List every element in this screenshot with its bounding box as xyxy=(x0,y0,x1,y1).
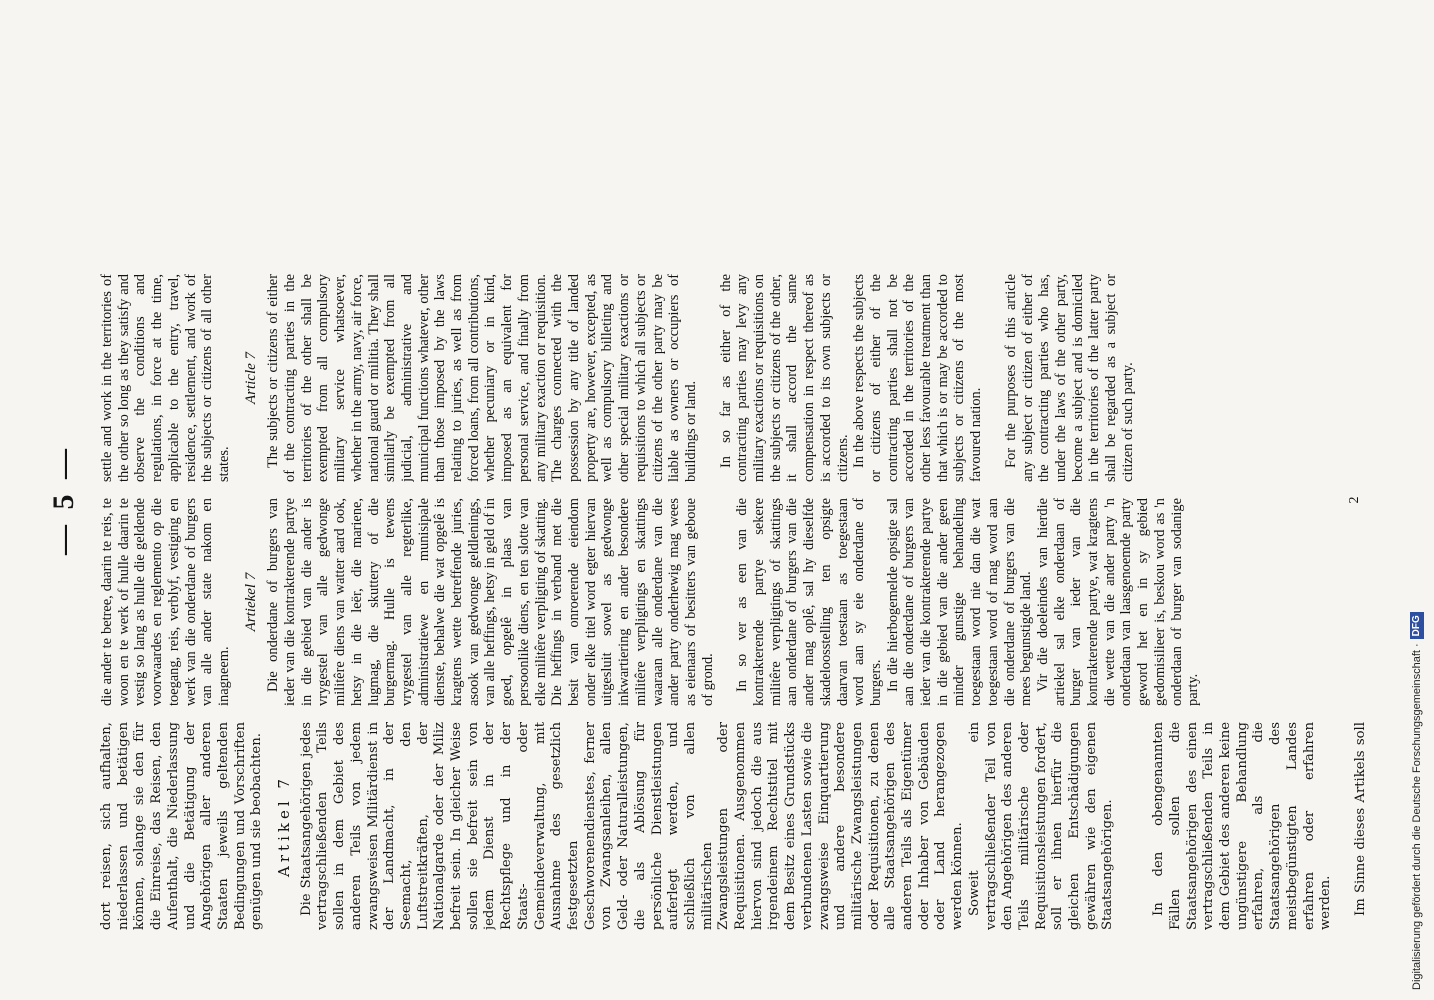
afrikaans-intro: die ander te betree, daarin te reis, te woon en te werk of hulle daarin te vestig so lang as hulle die geldende voorwaardes en reglemento op die toegang, reis, verblyf, vestiging en werk van die onderdane of burgers van alle ander state nakom en inagneem. xyxy=(99,498,232,706)
german-paragraph-3: In den obengenannten Fällen sollen die Staatsangehörigen des einen vertragschließenden Teils in dem Gebiet des anderen keine ungünstigere Behandlung erfahren, als die Staatsangehörigen des meistbegünstigten Landes erfahren oder erfahren werden. xyxy=(1151,722,1334,930)
english-column xyxy=(99,274,1369,482)
treaty-columns xyxy=(99,50,1369,930)
english-article-heading: Article 7 xyxy=(242,351,259,405)
afrikaans-column xyxy=(99,498,1369,706)
german-article-heading: Artikel 7 xyxy=(275,775,294,877)
english-intro: settle and work in the territories of the other so long as they satisfy and observe the conditions and regulations, in force at the time, applicable to the entry, travel, residence, settlement, and work of the subjects or citizens of all other states. xyxy=(99,274,232,482)
afrikaans-paragraph-3: In die hierbogemelde opsigte sal aan die onderdane of burgers van ieder van die kontrakterende partye in die gebied van die ander geen minder gunstige behandeling toegestaan word nie dan die wat toegestaan word of mag word aan die onderdane of burgers van die mees begunstigde land. xyxy=(884,498,1035,706)
german-paragraph-1: Die Staatsangehörigen jedes vertragschließenden Teils sollen in dem Gebiet des anderen Teils von jedem zwangsweisen Militärdienst in der Landmacht, in der Seemacht, den Luftstreitkräften, der Nationalgarde oder der Miliz befreit sein. In gleicher Weise sollen sie befreit sein von jedem Dienst in der Rechtspflege und in der Staats- oder Gemeindeverwaltung, mit Ausnahme des gesetzlich festgesetzten Geschworenendienstes, ferner von Zwangsanleihen, allen Geld- oder Naturalleistungen, die als Ablösung für persönliche Dienstleistungen auferlegt werden, und schließlich von allen militärischen Zwangsleistungen oder Requisitionen. Ausgenommen hiervon sind jedoch die aus irgendeinem Rechtstitel mit dem Besitz eines Grundstücks verbundenen Lasten sowie die zwangsweise Einquartierung und andere besondere militärische Zwangsleistungen oder Requisitionen, zu denen alle Staatsangehörigen des anderen Teils als Eigentümer oder Inhaber von Gebäuden oder Land herangezogen werden können. xyxy=(298,722,966,930)
german-paragraph-2: Soweit ein vertragschließender Teil von den Angehörigen des anderen Teils militärische oder Requisitionsleistungen fordert, soll er ihnen hierfür die gleichen Entschädigungen gewähren wie den eigenen Staatsangehörigen. xyxy=(966,722,1116,930)
footer-number: 2 xyxy=(1347,496,1362,504)
rotated-page-content xyxy=(47,50,1387,950)
afrikaans-paragraph-4: Vir die doeleindes van hierdie artiekel sal elke onderdaan of burger van ieder van die kontrakterende partye, wat kragtens die wette van die ander party 'n onderdaan van laasgenoemde party geword het en in sy gebied gedomisilieer is, beskou word as 'n onderdaan of burger van sodanige party. xyxy=(1034,498,1202,706)
page-number: — 5 — xyxy=(47,445,80,555)
afrikaans-article-heading: Artiekel 7 xyxy=(242,572,259,632)
english-paragraph-4: For the purposes of this article any subject or citizen of either of the contracting parties who has, under the laws of the other party, become a subject and is domiciled in the territories of the latter party shall be regarded as a subject or citizen of such party. xyxy=(1002,274,1136,482)
english-paragraph-2: In so far as either of the contracting parties may levy any military exactions or requisitions on the subjects or citizens of the other, it shall accord the same compensation in respect thereof as is accorded to its own subjects or citizens. xyxy=(717,274,851,482)
english-paragraph-1: The subjects or citizens of either of the contracting parties in the territories of the other shall be exempted from all compulsory military service whatsoever, whether in the army, navy, air force, national guard or militia. They shall similarly be exempted from all judicial, administrative and municipal functions whatever, other than those imposed by the laws relating to juries, as well as from forced loans, from all contributions, whether pecuniary or in kind, imposed as an equivalent for personal service, and finally from any military exaction or requisition. The charges connected with the possession by any title of landed property are, however, excepted, as well as compulsory billeting and other special military exactions or requisitions to which all subjects or citizens of the other party may be liable as owners or occupiers of buildings or land. xyxy=(265,274,699,482)
dfg-logo: DFG xyxy=(1410,612,1424,639)
english-paragraph-3: In the above respects the subjects or citizens of either of the contracting parties shall not be accorded in the territories of the other less favourable treatment than that which is or may be accorded to subjects or citizens of the most favoured nation. xyxy=(851,274,985,482)
credit-text: Digitalisierung gefördert durch die Deutsche Forschungsgemeinschaft · xyxy=(1411,643,1423,990)
german-paragraph-4: Im Sinne dieses Artikels soll xyxy=(1352,722,1368,916)
german-column xyxy=(99,722,1369,930)
digitization-credit xyxy=(1404,10,1430,990)
afrikaans-paragraph-2: In so ver as een van die kontrakterende partye sekere militêre verpligtings of skattings aan onderdane of burgers van die ander mag oplê, sal hy dieselfde skadeloosstelling ten opsigte daarvan toestaan as toegestaan word aan sy eie onderdane of burgers. xyxy=(734,498,884,706)
afrikaans-paragraph-1: Die onderdane of burgers van ieder van die kontrakterende partye in die gebied van die ander is vrygestel van alle gedwonge militêre diens van watter aard ook, hetsy in die leër, die mariene, lugmag, die skuttery of die burgermag. Hulle is tewens vrygestel van alle regterlike, administratiewe en munisipale dienste, behalwe die wat opgelê is kragtens wette betreffende juries, asook van gedwonge geldlenings, van alle heffings, hetsy in geld of in goed, opgelê in plaas van persoonlike diens, en ten slotte van elke militêre verpligting of skatting. Die heffings in verband met die besit van onroerende eiendom onder elke titel word egter hiervan uitgesluit sowel as gedwonge inkwartiering en ander besondere militêre verpligtings en skattings waaraan alle onderdane van die ander party onderhewig mag wees as eienaars of besitters van geboue of grond. xyxy=(265,498,716,706)
german-intro: dort reisen, sich aufhalten, niederlassen und betätigen können, solange sie den für die Einreise, das Reisen, den Aufenthalt, die Niederlassung und die Betätigung der Angehörigen aller anderen Staaten jeweils geltenden Bedingungen und Vorschriften genügen und sie beobachten. xyxy=(99,722,265,930)
